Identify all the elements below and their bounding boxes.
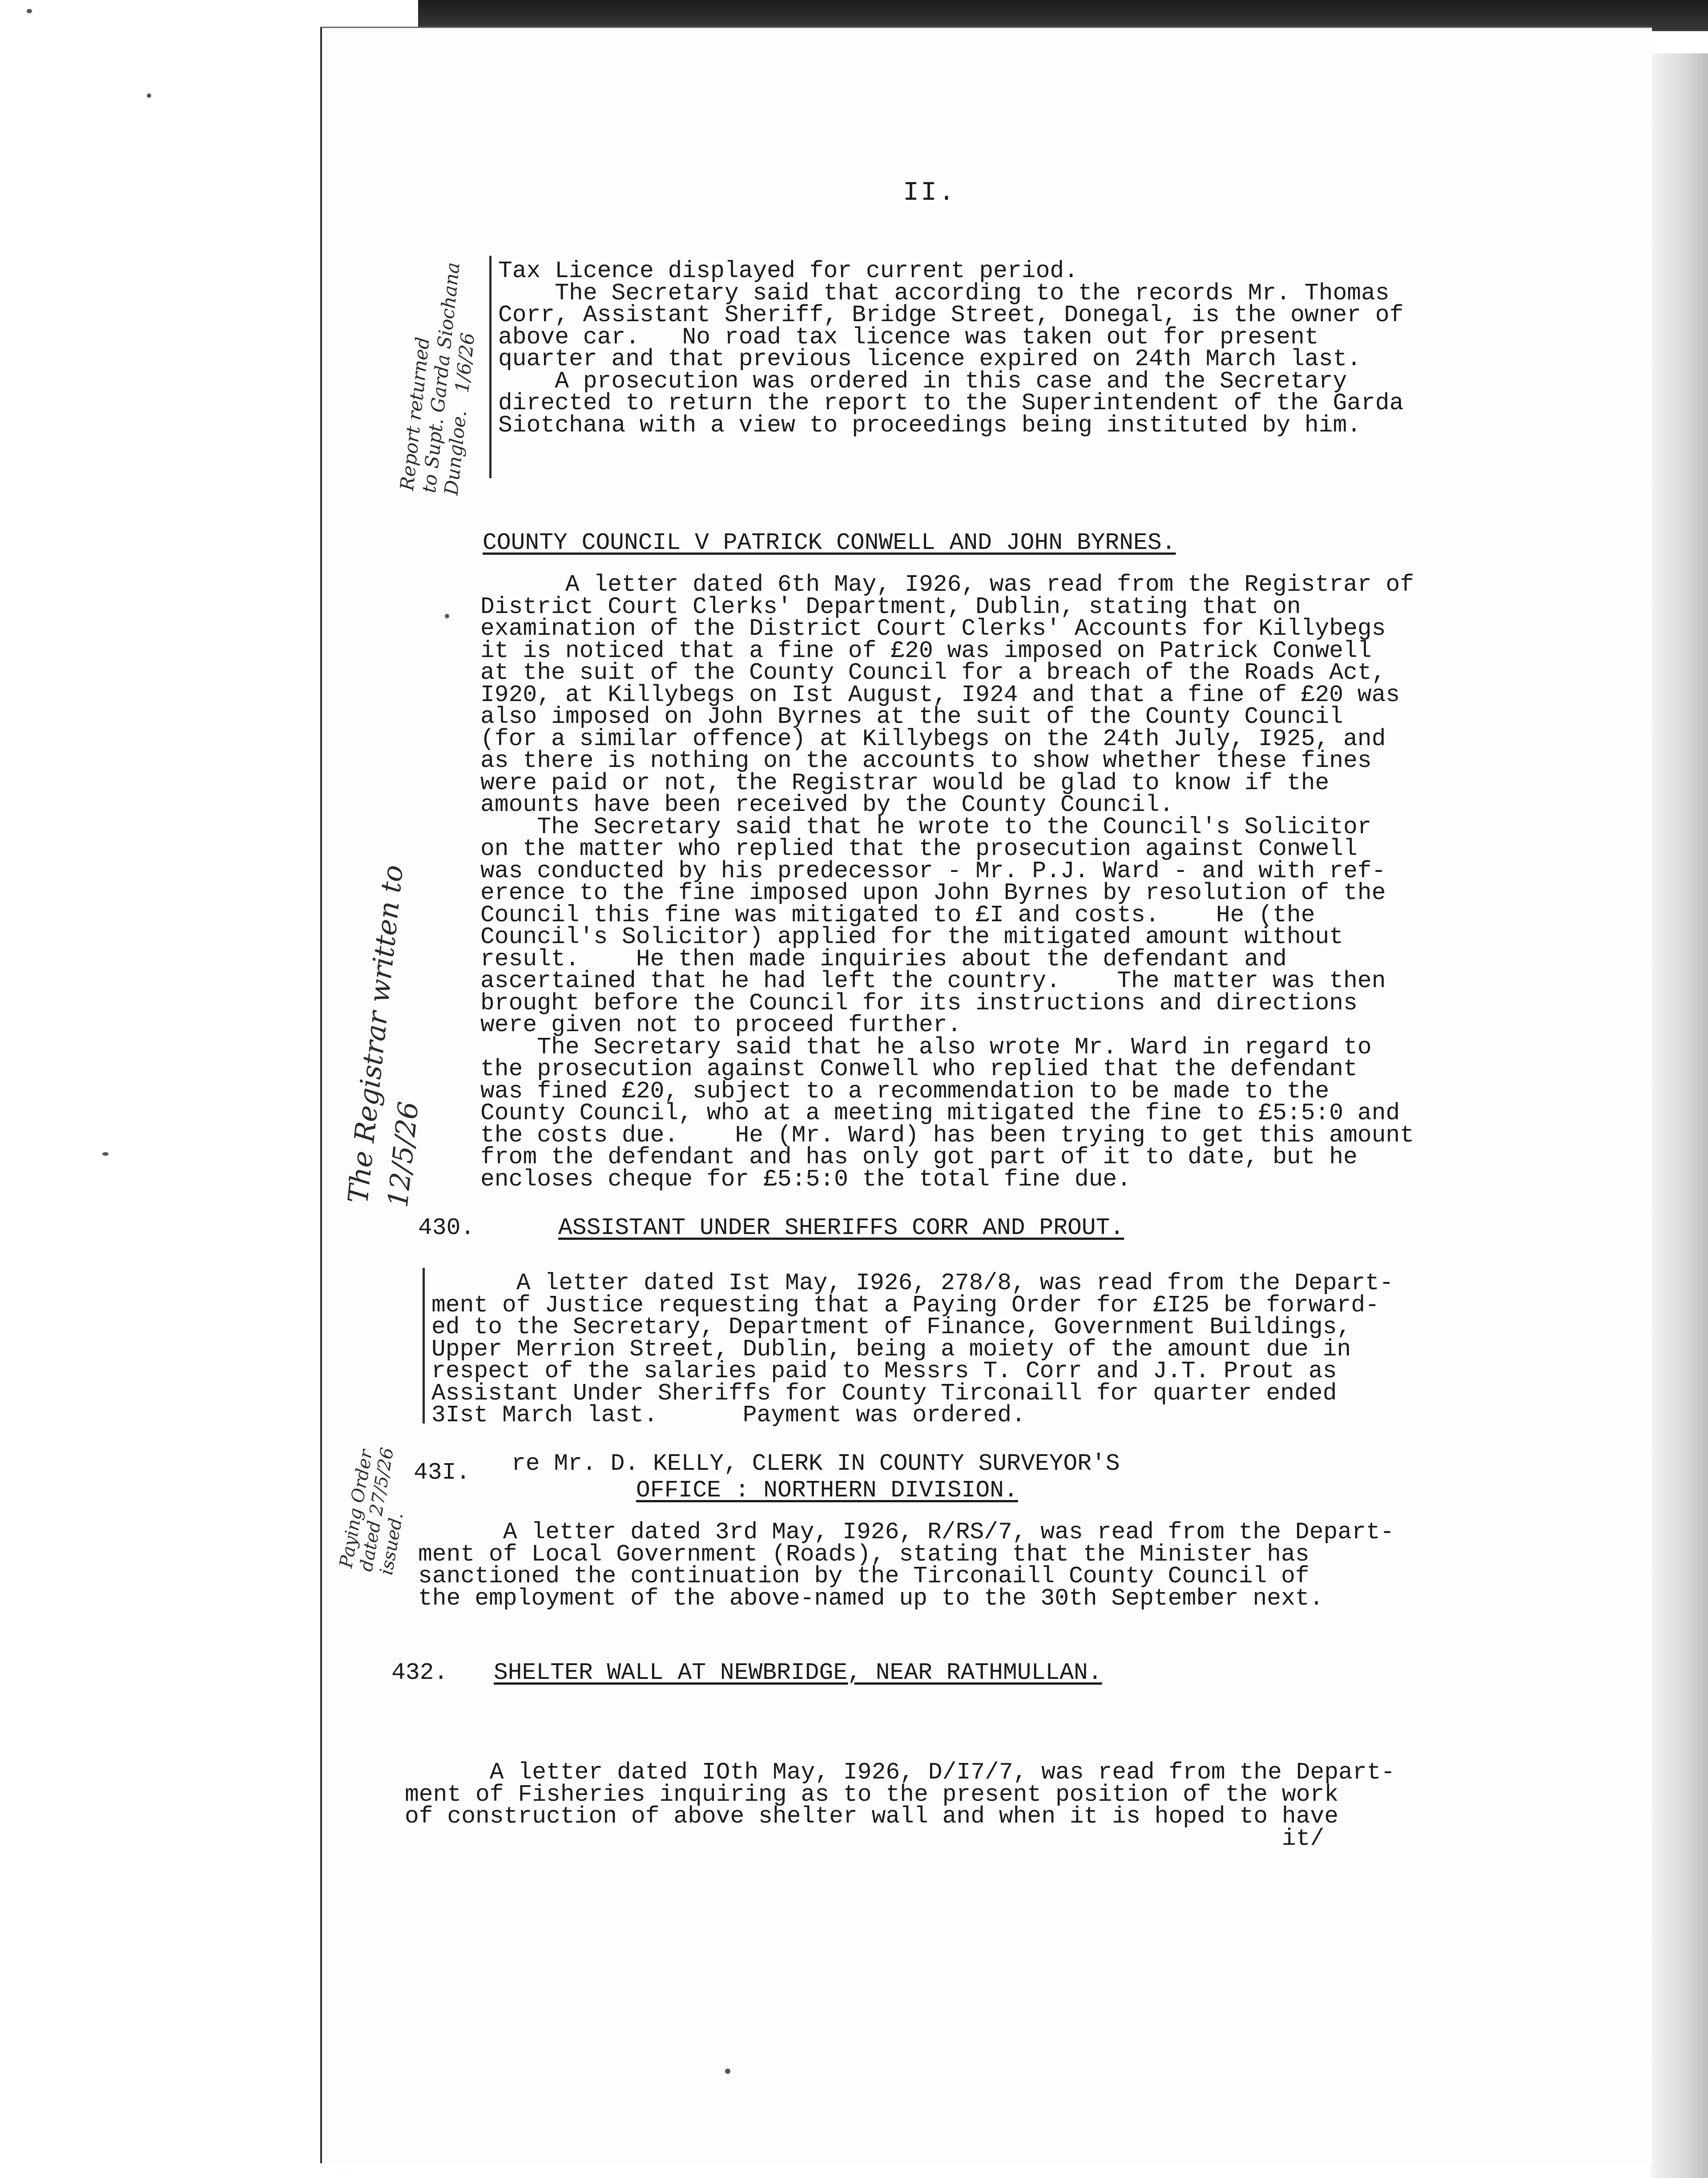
text-line: ment of Local Government (Roads), stating that the Minister has xyxy=(418,1541,1309,1568)
text-line: District Court Clerks' Department, Dublin, stating that on xyxy=(480,593,1301,620)
text-line: The Secretary said that he also wrote Mr. Ward in regard to xyxy=(480,1033,1372,1061)
text-line: ment of Justice requesting that a Paying Order for £I25 be forward- xyxy=(431,1291,1379,1319)
text-line: respect of the salaries paid to Messrs T. Corr and J.T. Prout as xyxy=(431,1358,1337,1384)
marginal-note-paying-order: Paying Order dated 27/5/26 issued. xyxy=(336,1446,407,1577)
text-line: it is noticed that a fine of £20 was imposed on Patrick Conwell xyxy=(480,637,1372,664)
text-line: also imposed on John Byrnes at the suit of the County Council xyxy=(480,703,1344,730)
text-line: from the defendant and has only got part of it to date, but he xyxy=(480,1144,1358,1170)
tax-licence-paragraph xyxy=(498,258,1575,439)
heading-assistant-under-sheriffs: ASSISTANT UNDER SHERIFFS CORR AND PROUT. xyxy=(558,1214,1124,1241)
text-line: directed to return the report to the Superintendent of the Garda xyxy=(498,390,1404,416)
text-line: result. He then made inquiries about the defendant and xyxy=(480,945,1287,972)
scan-speck xyxy=(102,1152,109,1156)
margin-rule xyxy=(489,256,491,478)
scan-speck xyxy=(27,9,32,13)
text-line: as there is nothing on the accounts to show whether these fines xyxy=(480,747,1372,774)
text-line: of construction of above shelter wall and when it is hoped to have xyxy=(405,1803,1339,1830)
text-line: were paid or not, the Registrar would be glad to know if the xyxy=(480,769,1329,796)
page-number: II. xyxy=(903,178,957,208)
item-number-430: 430. xyxy=(418,1214,475,1241)
text-line: A letter dated Ist May, I926, 278/8, was read from the Depart- xyxy=(431,1270,1394,1296)
item-430-paragraph xyxy=(431,1272,1508,1427)
text-line: The Secretary said that he wrote to the Council's Solicitor xyxy=(480,813,1372,840)
scan-speck xyxy=(147,93,151,98)
text-line: ascertained that he had left the country. The matter was then xyxy=(480,968,1386,994)
text-line: examination of the District Court Clerks' Accounts for Killybegs xyxy=(480,615,1386,642)
text-line: the employment of the above-named up to the 30th September next. xyxy=(418,1585,1324,1612)
heading-shelter-wall: SHELTER WALL AT NEWBRIDGE, NEAR RATHMULLAN. xyxy=(494,1659,1102,1686)
text-line: ment of Fisheries inquiring as to the present position of the work xyxy=(405,1781,1339,1808)
scan-right-edge xyxy=(1650,53,1708,2178)
text-line: was fined £20, subject to a recommendation to be made to the xyxy=(480,1077,1329,1105)
text-line: Siotchana with a view to proceedings being instituted by him. xyxy=(498,411,1362,439)
heading-county-council-v-conwell-byrnes: COUNTY COUNCIL V PATRICK CONWELL AND JOHN BYRNES. xyxy=(483,529,1176,556)
text-line: Council's Solicitor) applied for the mitigated amount without xyxy=(480,924,1344,950)
text-line: were given not to proceed further. xyxy=(480,1012,962,1038)
text-line: County Council, who at a meeting mitigated the fine to £5:5:0 and xyxy=(480,1100,1400,1126)
text-line: (for a similar offence) at Killybegs on the 24th July, I925, and xyxy=(480,725,1386,752)
scan-speck xyxy=(445,614,449,618)
marginal-note-registrar-written: The Registrar written to 12/5/26 xyxy=(341,863,425,1209)
text-line: A letter dated IOth May, I926, D/I7/7, was read from the Depart- xyxy=(405,1759,1395,1786)
text-line: the prosecution against Conwell who replied that the defendant xyxy=(480,1056,1358,1082)
text-line: at the suit of the County Council for a breach of the Roads Act, xyxy=(480,659,1386,686)
heading-kelly-line1: re Mr. D. KELLY, CLERK IN COUNTY SURVEYOR'S xyxy=(512,1450,1120,1477)
item-number-431: 43I. xyxy=(414,1459,471,1486)
text-line: I920, at Killybegs on Ist August, I924 and that a fine of £20 was xyxy=(480,681,1400,708)
text-line: on the matter who replied that the prosecution against Conwell xyxy=(480,835,1358,862)
text-line: Tax Licence displayed for current period. xyxy=(498,258,1079,284)
text-line: brought before the Council for its instructions and directions xyxy=(480,989,1358,1016)
text-line: ed to the Secretary, Department of Finance, Government Buildings, xyxy=(431,1314,1351,1340)
text-line: was conducted by his predecessor - Mr. P.J. Ward - and with ref- xyxy=(480,857,1386,884)
text-line: erence to the fine imposed upon John Byrnes by resolution of the xyxy=(480,879,1386,906)
text-line: sanctioned the continuation by the Tirconaill County Council of xyxy=(418,1563,1309,1589)
text-line: encloses cheque for £5:5:0 the total fine due. xyxy=(480,1166,1132,1193)
item-431-paragraph xyxy=(418,1519,1494,1612)
text-line: amounts have been received by the County Council. xyxy=(480,791,1174,818)
text-line: A letter dated 3rd May, I926, R/RS/7, was read from the Depart- xyxy=(418,1519,1394,1545)
scan-speck xyxy=(725,2069,730,2074)
heading-kelly-line2: OFFICE : NORTHERN DIVISION. xyxy=(636,1477,1018,1504)
text-line: it/ xyxy=(405,1825,1325,1852)
margin-rule xyxy=(423,1268,425,1424)
text-line: Council this fine was mitigated to £I and costs. He (the xyxy=(480,901,1315,928)
text-line: the costs due. He (Mr. Ward) has been trying to get this amount xyxy=(480,1121,1414,1149)
text-line: Assistant Under Sheriffs for County Tirconaill for quarter ended xyxy=(431,1379,1337,1407)
text-line: Corr, Assistant Sheriff, Bridge Street, Donegal, is the owner of xyxy=(498,302,1404,328)
text-line: A prosecution was ordered in this case and the Secretary xyxy=(498,367,1347,395)
conwell-byrnes-paragraphs xyxy=(480,571,1557,1193)
text-line: 3Ist March last. Payment was ordered. xyxy=(431,1402,1026,1428)
text-line: The Secretary said that according to the records Mr. Thomas xyxy=(498,279,1390,307)
text-line: quarter and that previous licence expired on 24th March last. xyxy=(498,346,1362,372)
marginal-note-report-returned: Report returned to Supt. Garda Siochana Dungloe. 1/6/26 xyxy=(396,261,479,496)
text-line: above car. No road tax licence was taken out for present xyxy=(498,323,1319,351)
text-line: A letter dated 6th May, I926, was read from the Registrar of xyxy=(480,571,1414,598)
item-432-paragraph xyxy=(405,1759,1481,1852)
text-line: Upper Merrion Street, Dublin, being a moiety of the amount due in xyxy=(431,1335,1351,1363)
item-number-432: 432. xyxy=(391,1659,448,1686)
